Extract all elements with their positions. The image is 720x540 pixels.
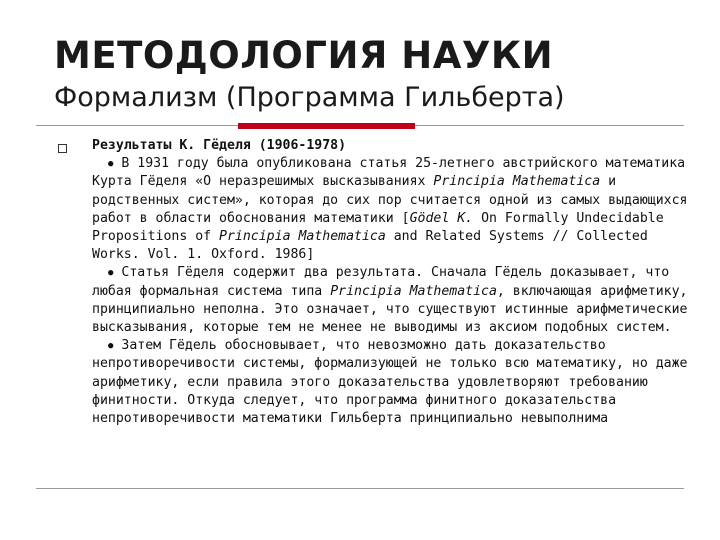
accent-bar <box>238 123 415 129</box>
bottom-divider <box>36 488 684 489</box>
text-run: Затем Гёдель обосновывает, что невозможно дать доказательство непротиворечивости системы, формализующей не только всю математику, но даже арифметику, если правила этого доказательства удовлетворяют требованию финитности. Откуда следует, что программа финитного доказательства непротиворечивости математики Гильберта принципиально невыполнима <box>92 338 688 427</box>
paragraph-incompleteness <box>92 264 692 337</box>
text-run: On Formally Undecidable Propositions of <box>92 210 664 245</box>
italic-title: Principia Mathematica <box>219 229 386 245</box>
section-heading: Результаты К. Гёделя (1906-1978) <box>92 138 347 153</box>
text-run: В 1931 году была опубликована статья 25-летнего австрийского математика Курта Гёделя «О неразрешимых высказываниях <box>92 156 686 190</box>
italic-title: Principia Mathematica <box>330 283 497 299</box>
paragraph-bullet-icon: ● <box>108 268 114 279</box>
text-run: and Related Systems // Collected Works. Vol. 1. Oxford. 1986] <box>92 229 648 263</box>
paragraph-publication <box>92 155 692 264</box>
hollow-square-bullet-icon <box>58 144 67 153</box>
italic-title: Principia Mathematica <box>433 174 601 190</box>
paragraph-bullet-icon: ● <box>108 159 114 170</box>
slide-subtitle: Формализм (Программа Гильберта) <box>54 82 565 113</box>
paragraph-consistency <box>92 337 692 428</box>
paragraph-bullet-icon: ● <box>108 341 114 352</box>
text-run: Статья Гёделя содержит два результата. Сначала Гёдель доказывает, что любая формальная система типа <box>92 265 670 299</box>
italic-author: Gödel K. <box>409 210 474 226</box>
text-run: , включающая арифметику, принципиально неполна. Это означает, что существуют истинные арифметические высказывания, которые тем не менее не выводимы из аксиом подобных систем. <box>92 283 688 336</box>
text-run: и родственных систем», которая до сих пор считается одной из самых выдающихся работ в области обоснования математики [ <box>92 174 688 226</box>
content-block <box>92 137 692 428</box>
slide-title: МЕТОДОЛОГИЯ НАУКИ <box>54 34 554 77</box>
